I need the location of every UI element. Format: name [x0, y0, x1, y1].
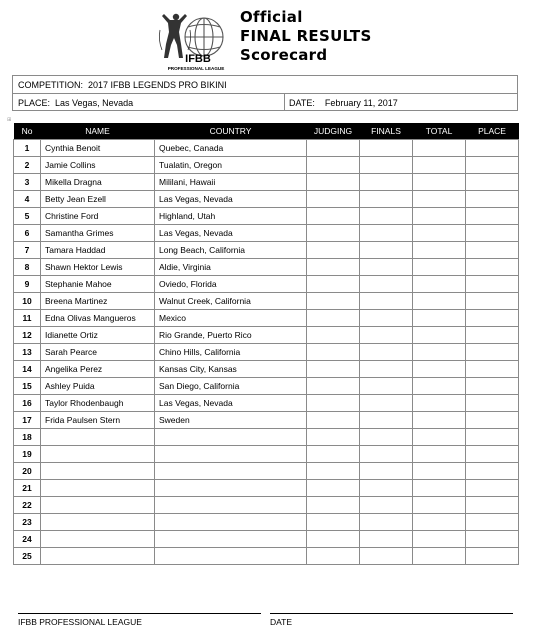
competition-label: COMPETITION: — [18, 79, 83, 90]
cell-total — [413, 208, 466, 225]
cell-country — [155, 531, 307, 548]
cell-total — [413, 531, 466, 548]
table-row — [14, 140, 519, 157]
title-line-2: FINAL RESULTS — [240, 27, 372, 45]
cell-judging — [307, 548, 360, 565]
cell-place — [466, 293, 519, 310]
cell-name: Idianette Ortiz — [41, 327, 155, 344]
cell-no: 2 — [14, 157, 41, 174]
cell-judging — [307, 259, 360, 276]
column-header-finals: FINALS — [360, 123, 413, 140]
cell-name: Shawn Hektor Lewis — [41, 259, 155, 276]
cell-finals — [360, 548, 413, 565]
table-row — [14, 344, 519, 361]
results-table-body — [14, 140, 519, 565]
cell-no: 9 — [14, 276, 41, 293]
cell-country: Sweden — [155, 412, 307, 429]
cell-finals — [360, 208, 413, 225]
cell-finals — [360, 429, 413, 446]
cell-no: 15 — [14, 378, 41, 395]
cell-no: 6 — [14, 225, 41, 242]
cell-judging — [307, 446, 360, 463]
cell-place — [466, 480, 519, 497]
cell-judging — [307, 480, 360, 497]
cell-total — [413, 293, 466, 310]
footer-date-label: DATE — [270, 617, 293, 627]
cell-finals — [360, 276, 413, 293]
cell-judging — [307, 344, 360, 361]
cell-country: Chino Hills, California — [155, 344, 307, 361]
cell-no: 8 — [14, 259, 41, 276]
scorecard-title — [240, 8, 372, 65]
table-row — [14, 548, 519, 565]
cell-place — [466, 548, 519, 565]
cell-no: 3 — [14, 174, 41, 191]
footer-league-label: IFBB PROFESSIONAL LEAGUE — [18, 617, 142, 627]
cell-place — [466, 174, 519, 191]
cell-country: Oviedo, Florida — [155, 276, 307, 293]
cell-no: 25 — [14, 548, 41, 565]
cell-place — [466, 157, 519, 174]
cell-country: San Diego, California — [155, 378, 307, 395]
cell-country: Quebec, Canada — [155, 140, 307, 157]
table-corner-marker: ⊞ — [7, 117, 12, 123]
cell-total — [413, 191, 466, 208]
cell-country: Tualatin, Oregon — [155, 157, 307, 174]
cell-name — [41, 446, 155, 463]
cell-place — [466, 310, 519, 327]
table-row — [14, 446, 519, 463]
cell-place — [466, 327, 519, 344]
table-row — [14, 412, 519, 429]
cell-name — [41, 548, 155, 565]
date-label: DATE: — [289, 97, 315, 108]
cell-country: Las Vegas, Nevada — [155, 191, 307, 208]
cell-place — [466, 344, 519, 361]
table-row — [14, 259, 519, 276]
cell-country — [155, 463, 307, 480]
cell-total — [413, 395, 466, 412]
cell-finals — [360, 327, 413, 344]
column-header-total: TOTAL — [413, 123, 466, 140]
cell-country — [155, 480, 307, 497]
ifbb-logo — [154, 10, 236, 72]
cell-total — [413, 174, 466, 191]
cell-no: 10 — [14, 293, 41, 310]
cell-total — [413, 412, 466, 429]
cell-judging — [307, 276, 360, 293]
cell-no: 4 — [14, 191, 41, 208]
cell-finals — [360, 395, 413, 412]
cell-judging — [307, 242, 360, 259]
cell-total — [413, 463, 466, 480]
cell-no: 7 — [14, 242, 41, 259]
cell-country: Long Beach, California — [155, 242, 307, 259]
cell-total — [413, 259, 466, 276]
cell-name — [41, 480, 155, 497]
cell-finals — [360, 514, 413, 531]
table-row — [14, 276, 519, 293]
cell-country: Walnut Creek, California — [155, 293, 307, 310]
table-row — [14, 225, 519, 242]
cell-finals — [360, 310, 413, 327]
cell-place — [466, 242, 519, 259]
cell-place — [466, 497, 519, 514]
cell-name — [41, 463, 155, 480]
cell-country — [155, 548, 307, 565]
cell-no: 20 — [14, 463, 41, 480]
cell-place — [466, 378, 519, 395]
cell-total — [413, 497, 466, 514]
cell-finals — [360, 293, 413, 310]
cell-total — [413, 344, 466, 361]
table-row — [14, 395, 519, 412]
cell-judging — [307, 140, 360, 157]
cell-finals — [360, 174, 413, 191]
title-line-3: Scorecard — [240, 46, 328, 64]
table-row — [14, 361, 519, 378]
cell-place — [466, 191, 519, 208]
cell-finals — [360, 412, 413, 429]
cell-finals — [360, 157, 413, 174]
cell-name: Frida Paulsen Stern — [41, 412, 155, 429]
cell-name: Betty Jean Ezell — [41, 191, 155, 208]
info-divider — [284, 94, 285, 111]
cell-name: Sarah Pearce — [41, 344, 155, 361]
cell-country: Las Vegas, Nevada — [155, 395, 307, 412]
table-row — [14, 293, 519, 310]
table-row — [14, 429, 519, 446]
cell-country — [155, 497, 307, 514]
table-row — [14, 310, 519, 327]
column-header-judging: JUDGING — [307, 123, 360, 140]
column-header-country: COUNTRY — [155, 123, 307, 140]
table-header-row — [14, 123, 519, 140]
cell-total — [413, 361, 466, 378]
place-label: PLACE: — [18, 97, 51, 108]
cell-country: Mexico — [155, 310, 307, 327]
cell-no: 13 — [14, 344, 41, 361]
column-header-no: No — [14, 123, 41, 140]
cell-no: 19 — [14, 446, 41, 463]
cell-judging — [307, 463, 360, 480]
cell-name — [41, 514, 155, 531]
cell-place — [466, 395, 519, 412]
cell-finals — [360, 242, 413, 259]
table-row — [14, 208, 519, 225]
cell-name: Cynthia Benoit — [41, 140, 155, 157]
cell-no: 16 — [14, 395, 41, 412]
table-row — [14, 242, 519, 259]
cell-no: 23 — [14, 514, 41, 531]
cell-total — [413, 157, 466, 174]
cell-name: Breena Martinez — [41, 293, 155, 310]
cell-country: Las Vegas, Nevada — [155, 225, 307, 242]
cell-no: 21 — [14, 480, 41, 497]
cell-no: 22 — [14, 497, 41, 514]
signature-line-left — [18, 613, 261, 614]
table-row — [14, 378, 519, 395]
cell-total — [413, 446, 466, 463]
cell-name: Tamara Haddad — [41, 242, 155, 259]
cell-total — [413, 429, 466, 446]
cell-judging — [307, 208, 360, 225]
title-line-1: Official — [240, 8, 303, 26]
cell-judging — [307, 514, 360, 531]
cell-finals — [360, 361, 413, 378]
table-row — [14, 480, 519, 497]
table-row — [14, 327, 519, 344]
table-row — [14, 514, 519, 531]
cell-place — [466, 276, 519, 293]
cell-country: Kansas City, Kansas — [155, 361, 307, 378]
cell-name: Angelika Perez — [41, 361, 155, 378]
cell-place — [466, 361, 519, 378]
cell-finals — [360, 378, 413, 395]
table-row — [14, 157, 519, 174]
cell-finals — [360, 191, 413, 208]
table-corner-marker-end: ▫ — [516, 562, 518, 568]
cell-name: Stephanie Mahoe — [41, 276, 155, 293]
cell-no: 12 — [14, 327, 41, 344]
cell-place — [466, 429, 519, 446]
cell-total — [413, 310, 466, 327]
cell-judging — [307, 531, 360, 548]
cell-total — [413, 378, 466, 395]
cell-no: 11 — [14, 310, 41, 327]
cell-name: Ashley Puida — [41, 378, 155, 395]
cell-finals — [360, 140, 413, 157]
cell-place — [466, 140, 519, 157]
cell-total — [413, 242, 466, 259]
cell-country: Mililani, Hawaii — [155, 174, 307, 191]
cell-judging — [307, 361, 360, 378]
cell-country: Highland, Utah — [155, 208, 307, 225]
cell-judging — [307, 191, 360, 208]
cell-country — [155, 446, 307, 463]
cell-finals — [360, 225, 413, 242]
cell-finals — [360, 446, 413, 463]
cell-place — [466, 225, 519, 242]
cell-country — [155, 429, 307, 446]
cell-judging — [307, 412, 360, 429]
competition-info-box — [12, 75, 518, 111]
cell-finals — [360, 531, 413, 548]
cell-finals — [360, 497, 413, 514]
cell-name: Christine Ford — [41, 208, 155, 225]
cell-total — [413, 327, 466, 344]
cell-judging — [307, 293, 360, 310]
cell-no: 17 — [14, 412, 41, 429]
results-table — [13, 123, 519, 565]
cell-place — [466, 412, 519, 429]
cell-no: 14 — [14, 361, 41, 378]
cell-total — [413, 548, 466, 565]
cell-total — [413, 480, 466, 497]
table-row — [14, 463, 519, 480]
signature-line-right — [270, 613, 513, 614]
cell-finals — [360, 480, 413, 497]
cell-name: Jamie Collins — [41, 157, 155, 174]
cell-country: Aldie, Virginia — [155, 259, 307, 276]
column-header-place: PLACE — [466, 123, 519, 140]
cell-name: Mikella Dragna — [41, 174, 155, 191]
cell-total — [413, 225, 466, 242]
cell-no: 5 — [14, 208, 41, 225]
cell-country — [155, 514, 307, 531]
cell-total — [413, 140, 466, 157]
cell-name — [41, 531, 155, 548]
cell-judging — [307, 327, 360, 344]
cell-finals — [360, 344, 413, 361]
cell-name — [41, 497, 155, 514]
cell-judging — [307, 378, 360, 395]
competition-value: 2017 IFBB LEGENDS PRO BIKINI — [88, 79, 227, 90]
cell-country: Rio Grande, Puerto Rico — [155, 327, 307, 344]
column-header-name: NAME — [41, 123, 155, 140]
table-row — [14, 191, 519, 208]
place-date-row — [13, 94, 517, 111]
cell-judging — [307, 395, 360, 412]
logo-subtext: PROFESSIONAL LEAGUE — [167, 66, 225, 71]
cell-judging — [307, 310, 360, 327]
cell-place — [466, 446, 519, 463]
cell-no: 18 — [14, 429, 41, 446]
cell-no: 24 — [14, 531, 41, 548]
cell-place — [466, 259, 519, 276]
cell-place — [466, 514, 519, 531]
cell-judging — [307, 225, 360, 242]
cell-name — [41, 429, 155, 446]
cell-total — [413, 514, 466, 531]
cell-name: Edna Olivas Mangueros — [41, 310, 155, 327]
competition-row — [13, 76, 517, 94]
cell-name: Taylor Rhodenbaugh — [41, 395, 155, 412]
table-row — [14, 497, 519, 514]
logo-text: IFBB — [185, 53, 211, 65]
table-row — [14, 174, 519, 191]
table-row — [14, 531, 519, 548]
cell-judging — [307, 157, 360, 174]
date-value: February 11, 2017 — [324, 97, 398, 108]
cell-finals — [360, 463, 413, 480]
cell-name: Samantha Grimes — [41, 225, 155, 242]
cell-place — [466, 463, 519, 480]
cell-no: 1 — [14, 140, 41, 157]
cell-judging — [307, 429, 360, 446]
cell-place — [466, 531, 519, 548]
cell-place — [466, 208, 519, 225]
place-value: Las Vegas, Nevada — [55, 97, 134, 108]
cell-judging — [307, 497, 360, 514]
cell-finals — [360, 259, 413, 276]
cell-total — [413, 276, 466, 293]
cell-judging — [307, 174, 360, 191]
